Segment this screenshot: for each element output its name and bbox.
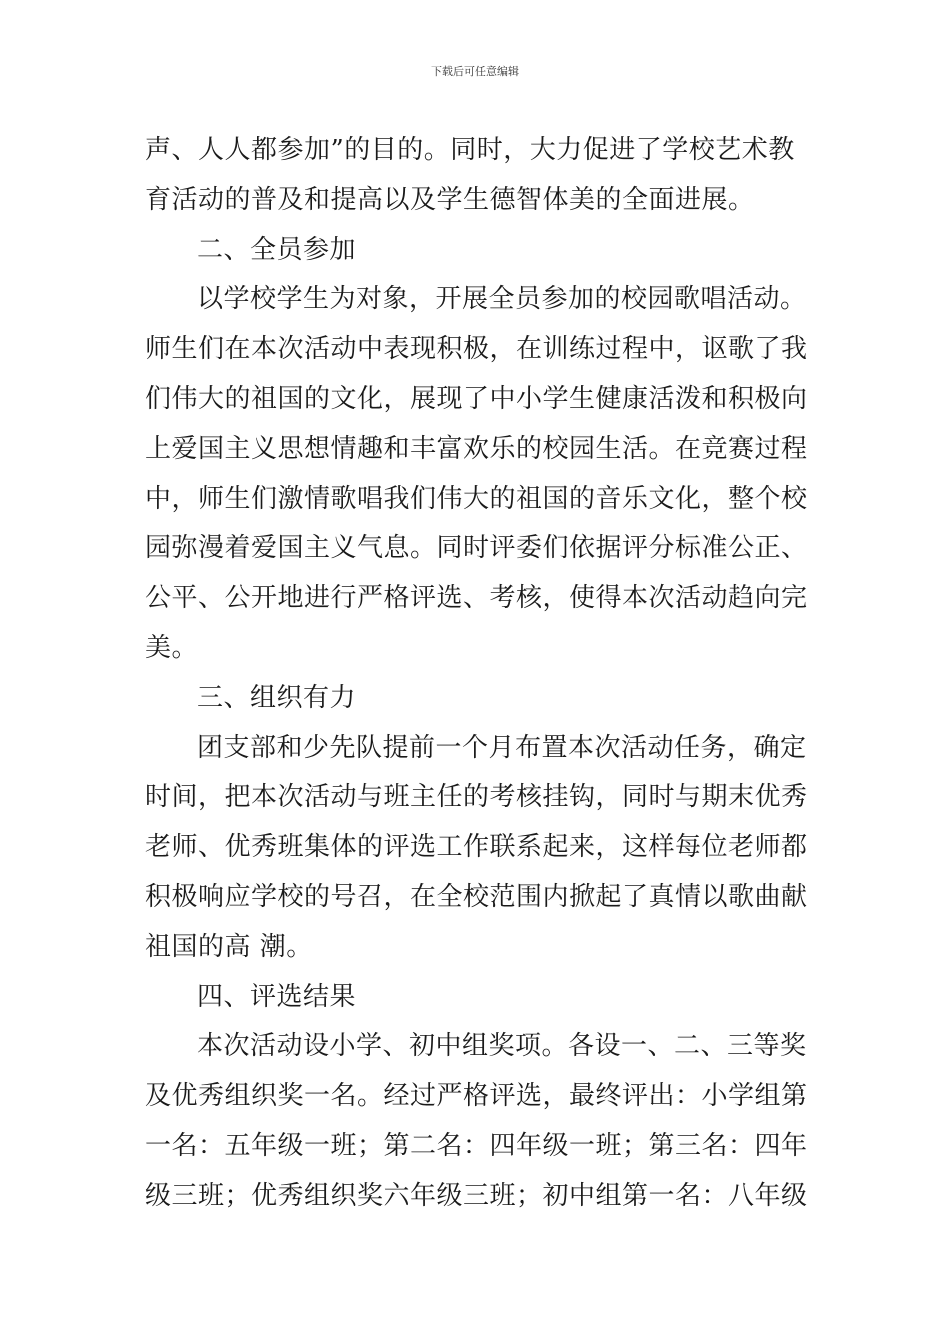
paragraph-line: 祖国的高 潮。 (145, 931, 313, 962)
page-header-note: 下载后可任意编辑 (431, 65, 519, 78)
paragraph-line: 上爱国主义思想情趣和丰富欢乐的校园生活。在竞赛过程 (145, 433, 808, 464)
section-heading: 四、评选结果 (197, 981, 357, 1012)
paragraph-line: 公平、公开地进行严格评选、考核，使得本次活动趋向完 (145, 583, 808, 614)
paragraph-line: 时间，把本次活动与班主任的考核挂钩，同时与期末优秀 (145, 782, 808, 813)
section-heading: 二、全员参加 (197, 234, 357, 265)
paragraph-line: 们伟大的祖国的文化，展现了中小学生健康活泼和积极向 (145, 383, 808, 414)
paragraph-line: 育活动的普及和提高以及学生德智体美的全面进展。 (145, 184, 755, 215)
paragraph-line: 积极响应学校的号召，在全校范围内掀起了真情以歌曲献 (145, 881, 808, 912)
document-body (145, 126, 813, 1222)
paragraph-line: 以学校学生为对象，开展全员参加的校园歌唱活动。 (197, 284, 807, 315)
paragraph-line: 本次活动设小学、初中组奖项。各设一、二、三等奖 (197, 1031, 807, 1062)
paragraph-line: 声、人人都参加”的目的。同时，大力促进了学校艺术教 (145, 135, 795, 165)
paragraph-line: 美。 (145, 632, 199, 663)
paragraph-line: 老师、优秀班集体的评选工作联系起来，这样每位老师都 (145, 832, 808, 863)
paragraph-line: 一名：五年级一班；第二名：四年级一班；第三名：四年 (145, 1130, 808, 1161)
paragraph-line: 师生们在本次活动中表现积极，在训练过程中，讴歌了我 (145, 334, 808, 365)
paragraph-line: 及优秀组织奖一名。经过严格评选，最终评出：小学组第 (145, 1081, 808, 1112)
section-heading: 三、组织有力 (197, 682, 357, 713)
paragraph-line: 团支部和少先队提前一个月布置本次活动任务，确定 (197, 732, 807, 763)
paragraph-line: 园弥漫着爱国主义气息。同时评委们依据评分标准公正、 (145, 533, 808, 564)
paragraph-line: 级三班；优秀组织奖六年级三班；初中组第一名：八年级 (145, 1180, 808, 1211)
paragraph-line: 中，师生们激情歌唱我们伟大的祖国的音乐文化，整个校 (145, 483, 808, 514)
